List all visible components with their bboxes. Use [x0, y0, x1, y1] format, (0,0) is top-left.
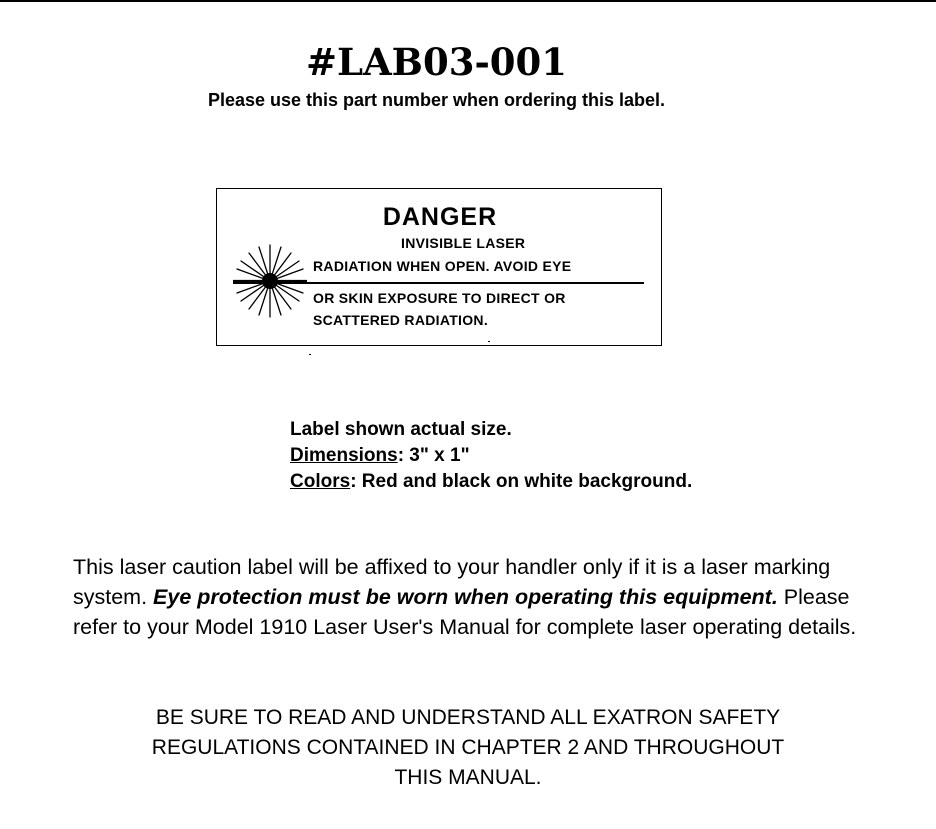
label-line-4: SCATTERED RADIATION.: [313, 312, 489, 328]
safety-warning-line-2: REGULATIONS CONTAINED IN CHAPTER 2 AND THROUGHOUT: [151, 736, 785, 759]
body-text-2: Please refer to your Model 1910 Laser User's Manual for complete laser operating details.: [73, 585, 857, 639]
safety-warning-line-3: THIS MANUAL.: [394, 766, 542, 789]
colors-value: : Red and black on white background.: [350, 471, 693, 492]
label-heading: DANGER: [382, 203, 498, 231]
top-rule: [0, 0, 936, 2]
actual-size-note: Label shown actual size.: [290, 419, 512, 440]
label-speck: [488, 341, 490, 342]
page-speck: [309, 354, 311, 355]
safety-warning-line-1: BE SURE TO READ AND UNDERSTAND ALL EXATRON SAFETY: [155, 706, 781, 729]
safety-warning: [0, 703, 936, 793]
colors-label: Colors: [290, 471, 351, 492]
laser-starburst-icon: [233, 241, 307, 321]
dimensions-value: : 3" x 1": [397, 445, 470, 466]
label-line-2: RADIATION WHEN OPEN. AVOID EYE: [313, 258, 572, 274]
colors-line: [290, 469, 692, 495]
dimensions-label: Dimensions: [290, 445, 398, 466]
danger-label: [216, 188, 662, 346]
body-text-1: This laser caution label will be affixed to your handler only if it is a laser marking system.: [73, 555, 831, 609]
body-paragraph: [73, 552, 873, 642]
label-specs: [290, 417, 692, 495]
order-note: Please use this part number when ordering this label.: [207, 90, 666, 110]
label-line-1: INVISIBLE LASER: [401, 235, 526, 251]
part-number-title: #LAB03-001: [305, 40, 568, 84]
eye-protection-warning: Eye protection must be worn when operating this equipment.: [153, 585, 778, 609]
label-line-3: OR SKIN EXPOSURE TO DIRECT OR: [313, 290, 566, 306]
dimensions-line: [290, 443, 692, 469]
